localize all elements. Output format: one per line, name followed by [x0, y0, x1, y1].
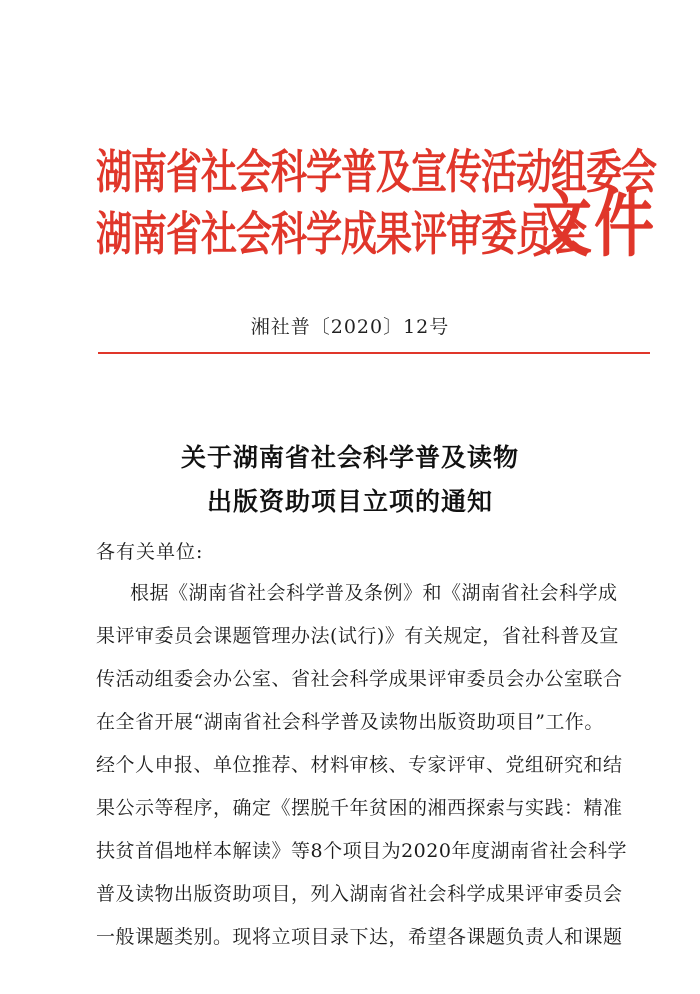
body-line: 一般课题类别。现将立项目录下达，希望各课题负责人和课题: [96, 926, 623, 948]
issuer-line-1: 湖南省社会科学普及宣传活动组委会: [96, 146, 657, 200]
red-header: [96, 120, 656, 290]
red-divider: [98, 352, 650, 354]
body-line: 经个人申报、单位推荐、材料审核、专家评审、党组研究和结: [96, 754, 623, 776]
body-line: 普及读物出版资助项目，列入湖南省社会科学成果评审委员会: [96, 883, 623, 905]
issuer-line-2: 湖南省社会科学成果评审委员会: [96, 208, 587, 262]
body-line: 扶贫首倡地样本解读》等8个项目为2020年度湖南省社会科学: [96, 840, 627, 862]
body-line: 果公示等程序，确定《摆脱千年贫困的湘西探索与实践：精准: [96, 797, 623, 819]
salutation: 各有关单位:: [96, 541, 204, 563]
document-word: 文件: [532, 183, 656, 268]
body-line: 传活动组委会办公室、省社会科学成果评审委员会办公室联合: [96, 668, 623, 690]
body-line: 根据《湖南省社会科学普及条例》和《湖南省社会科学成: [130, 582, 618, 604]
notice-title-line-1: 关于湖南省社会科学普及读物: [180, 443, 519, 472]
notice-title-line-2: 出版资助项目立项的通知: [206, 487, 493, 516]
body-line: 果评审委员会课题管理办法(试行)》有关规定，省社科普及宣: [96, 625, 619, 647]
body-line: 在全省开展“湖南省社会科学普及读物出版资助项目”工作。: [96, 711, 604, 733]
document-number: 湘社普〔2020〕12号: [250, 316, 450, 338]
